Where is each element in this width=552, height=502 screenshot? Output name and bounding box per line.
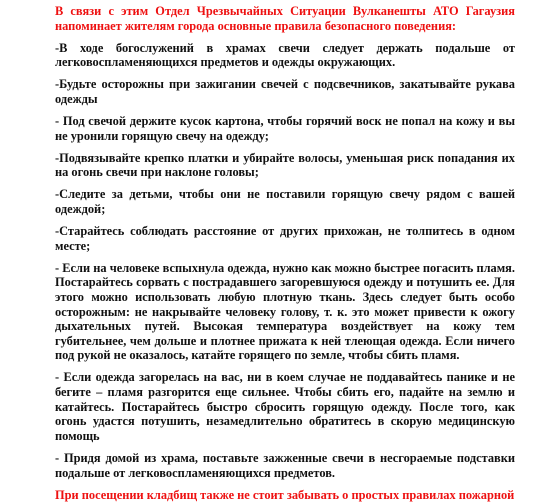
header-notice: В связи с этим Отдел Чрезвычайных Ситуации Вулканешты АТО Гагаузия напоминает жителям города основные правила безопасного поведения: [55,4,515,33]
rule-children: -Следите за детьми, чтобы они не поставили горящую свечу рядом с вашей одеждой; [55,187,515,217]
rule-clothes-on-fire-self: - Если одежда загорелась на вас, ни в коем случае не поддавайтесь панике и не бегите – пламя разгорится еще сильнее. Чтобы сбить его, падайте на землю и катайтесь. Постарайтесь быстро сбросить горящую одежду. После того, как огонь удастся потушить, незамедлительно обратитесь в скорую медицинскую помощь [55,370,515,443]
footer-notice: При посещении кладбищ также не стоит забывать о простых правилах пожарной [55,487,515,502]
rule-scarves-hair: -Подвязывайте крепко платки и убирайте волосы, уменьшая риск попадания их на огонь свечи при наклоне головы; [55,150,515,180]
rule-sleeves: -Будьте осторожны при зажигании свечей с подсвечников, закатывайте рукава одежды [55,77,515,106]
rule-cardboard: - Под свечой держите кусок картона, чтобы горячий воск не попал на кожу и вы не уронили горящую свечу на одежду; [55,114,515,143]
rule-at-home: - Придя домой из храма, поставьте зажженные свечи в несгораемые подставки подальше от легковоспламеняющихся предметов. [55,450,515,480]
rule-candles-distance: -В ходе богослужений в храмах свечи следует держать подальше от легковоспламеняющихся предметов и одежды окружающих. [55,40,515,70]
rule-distance: -Старайтесь соблюдать расстояние от других прихожан, не толпитесь в одном месте; [55,224,515,253]
rule-clothes-on-fire-other: - Если на человеке вспыхнула одежда, нужно как можно быстрее погасить пламя. Постарайтесь сорвать с пострадавшего загоревшуюся одежду и потушить ее. Для этого можно использовать любую плотную ткань. Здесь следует быть особо осторожным: не накрывайте человеку голову, т. к. это может привести к ожогу дыхательных путей. Высокая температура воздействует на кожу тем губительнее, чем дольше и плотнее прижата к ней тлеющая одежда. Если ничего под рукой не оказалось, катайте горящего по земле, чтобы сбить пламя. [55,260,515,363]
